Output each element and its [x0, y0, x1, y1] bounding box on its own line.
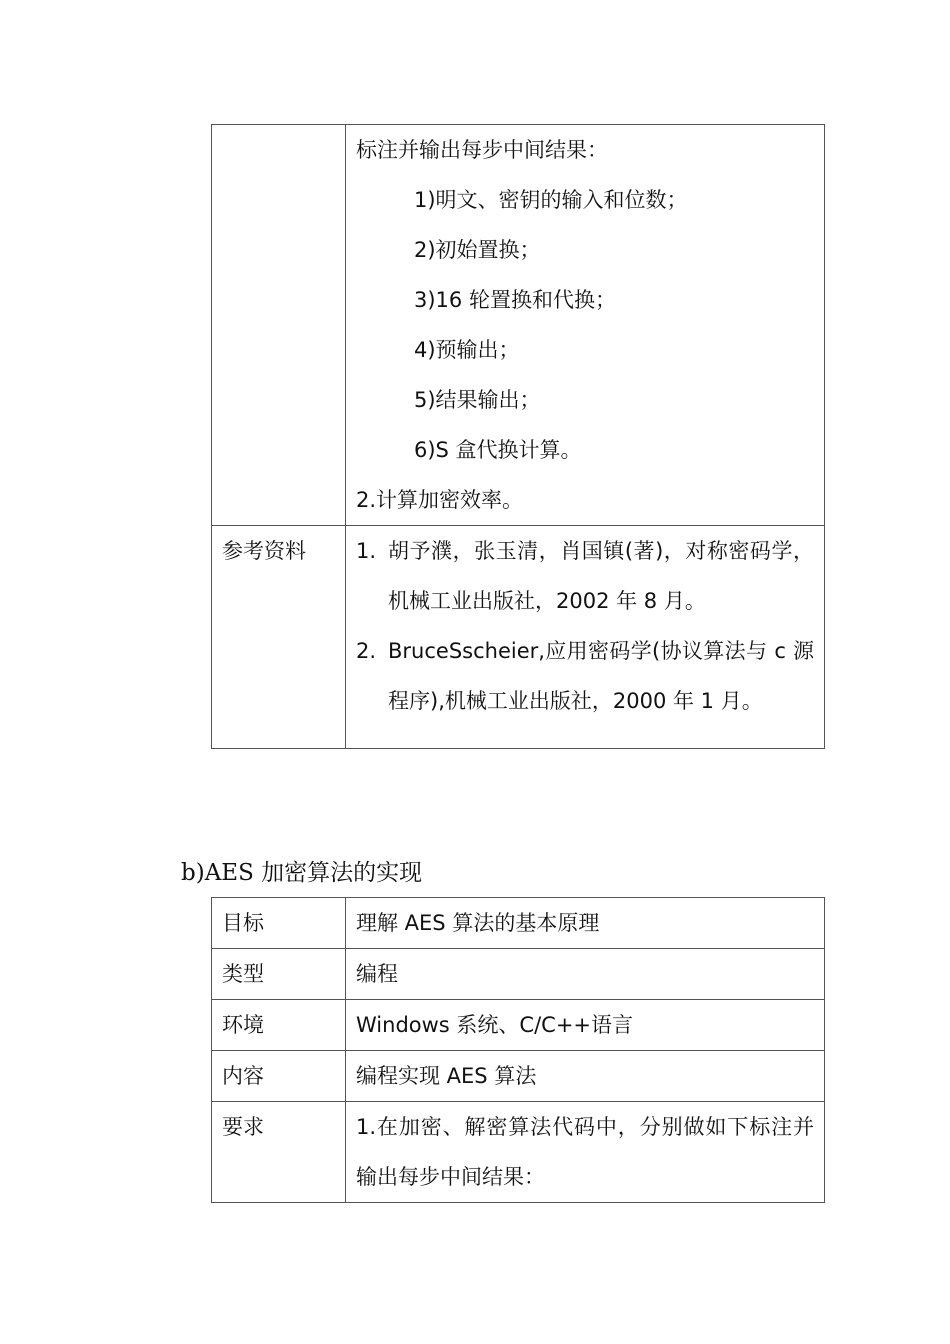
table-row: [212, 125, 825, 526]
requirement-line: 2.计算加密效率。: [356, 488, 524, 512]
requirement-line: 标注并输出每步中间结果：: [356, 138, 608, 162]
reference-item: [356, 626, 814, 726]
requirement-item: 1)明文、密钥的输入和位数；: [414, 188, 688, 212]
requirement-item: 6)S 盒代换计算。: [414, 438, 582, 462]
table-row: [212, 898, 825, 949]
table-row: [212, 526, 825, 749]
row-value: 编程实现 AES 算法: [346, 1051, 825, 1102]
row-label: 类型: [212, 949, 346, 1000]
row-value: Windows 系统、C/C++语言: [346, 1000, 825, 1051]
reference-text: BruceSscheier,应用密码学(协议算法与 c 源程序),机械工业出版社，2000 年 1 月。: [388, 639, 814, 713]
requirement-item: 5)结果输出；: [414, 388, 541, 412]
reference-item: [356, 526, 814, 626]
requirement-item: 3)16 轮置换和代换；: [414, 288, 616, 312]
row-label: 要求: [212, 1102, 346, 1203]
references-cell: [346, 526, 825, 749]
requirements-cell: [346, 125, 825, 526]
row-label: 目标: [212, 898, 346, 949]
reference-number: 1.: [356, 539, 377, 563]
aes-experiment-table: [211, 897, 825, 1203]
row-label-empty: [212, 125, 346, 526]
table-row: [212, 1000, 825, 1051]
table-row: [212, 1051, 825, 1102]
row-value: 1.在加密、解密算法代码中，分别做如下标注并输出每步中间结果：: [346, 1102, 825, 1203]
table-row: [212, 1102, 825, 1203]
row-label: 内容: [212, 1051, 346, 1102]
section-heading: b)AES 加密算法的实现: [181, 860, 423, 886]
row-value: 理解 AES 算法的基本原理: [346, 898, 825, 949]
row-label: 环境: [212, 1000, 346, 1051]
requirement-item: 4)预输出；: [414, 338, 520, 362]
row-value: 编程: [346, 949, 825, 1000]
des-experiment-table: [211, 124, 825, 749]
references-label: 参考资料: [212, 526, 346, 749]
requirement-item: 2)初始置换；: [414, 238, 541, 262]
reference-text: 胡予濮，张玉清，肖国镇(著)，对称密码学，机械工业出版社，2002 年 8 月。: [388, 539, 814, 613]
table-row: [212, 949, 825, 1000]
reference-number: 2.: [356, 639, 377, 663]
